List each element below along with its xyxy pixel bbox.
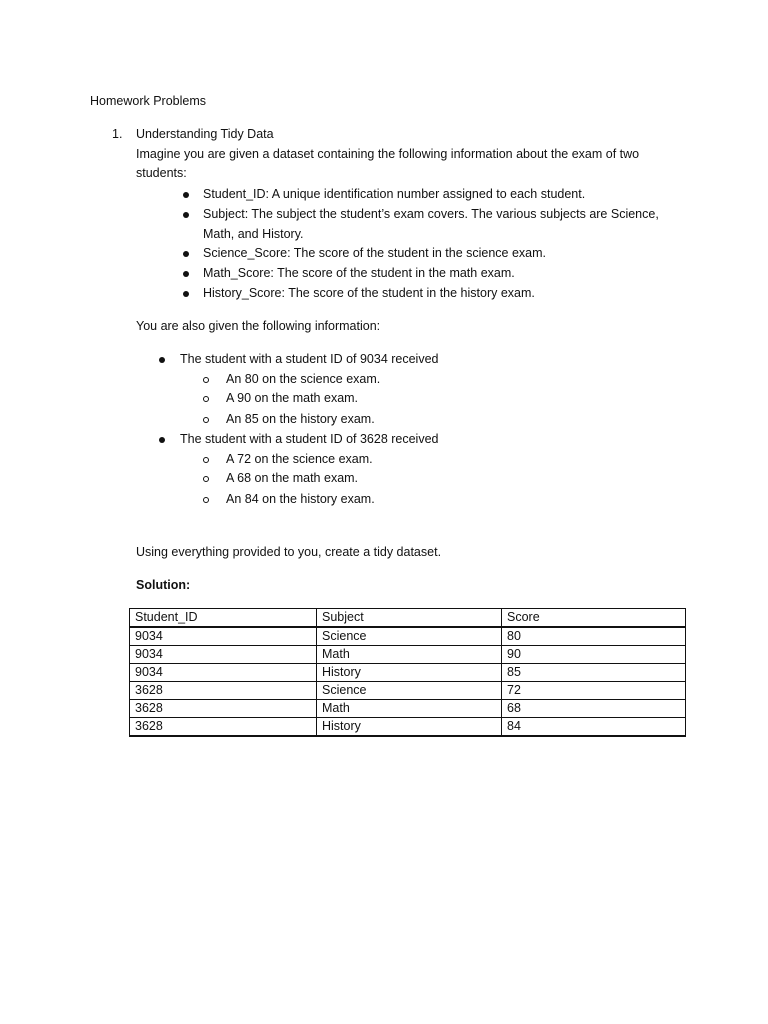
score-item: An 85 on the history exam. — [226, 412, 375, 426]
bullet-icon — [159, 437, 165, 443]
table-row — [130, 664, 686, 682]
table-cell: 3628 — [130, 718, 317, 737]
field-item: Student_ID: A unique identification number assigned to each student. — [203, 187, 586, 201]
field-item: Subject: The subject the student’s exam covers. The various subjects are Science, — [203, 207, 659, 221]
bullet-icon — [183, 291, 189, 297]
table-cell: 85 — [502, 664, 686, 682]
field-item: Math_Score: The score of the student in the math exam. — [203, 266, 515, 280]
table-cell: 9034 — [130, 627, 317, 646]
table-row — [130, 682, 686, 700]
table-row — [130, 700, 686, 718]
table-cell: Math — [317, 646, 502, 664]
tidy-dataset-table — [129, 608, 686, 737]
sub-bullet-icon — [203, 457, 209, 463]
column-header: Student_ID — [130, 609, 317, 628]
sub-bullet-icon — [203, 497, 209, 503]
bullet-icon — [183, 251, 189, 257]
table-cell: Science — [317, 627, 502, 646]
intro-text-line2: students: — [136, 166, 187, 180]
bullet-icon — [159, 357, 165, 363]
table-row — [130, 646, 686, 664]
table-cell: 9034 — [130, 664, 317, 682]
score-item: An 84 on the history exam. — [226, 492, 375, 506]
table-cell: 84 — [502, 718, 686, 737]
bullet-icon — [183, 212, 189, 218]
score-item: A 72 on the science exam. — [226, 452, 373, 466]
student-label: The student with a student ID of 9034 received — [180, 352, 439, 366]
problem-title: Understanding Tidy Data — [136, 127, 274, 141]
bullet-icon — [183, 271, 189, 277]
score-item: A 90 on the math exam. — [226, 391, 359, 405]
field-item: Science_Score: The score of the student in the science exam. — [203, 246, 547, 260]
sub-bullet-icon — [203, 396, 209, 402]
field-item-continued: Math, and History. — [203, 227, 304, 241]
table-header-row — [130, 609, 686, 628]
task-text: Using everything provided to you, create a tidy dataset. — [136, 545, 442, 559]
table-cell: 9034 — [130, 646, 317, 664]
sub-bullet-icon — [203, 417, 209, 423]
table-cell: 90 — [502, 646, 686, 664]
table-row — [130, 718, 686, 737]
table-cell: 3628 — [130, 682, 317, 700]
column-header: Subject — [317, 609, 502, 628]
table-cell: Science — [317, 682, 502, 700]
table-cell: Math — [317, 700, 502, 718]
table-cell: History — [317, 664, 502, 682]
solution-label: Solution: — [136, 578, 191, 592]
column-header: Score — [502, 609, 686, 628]
score-item: An 80 on the science exam. — [226, 372, 381, 386]
student-label: The student with a student ID of 3628 received — [180, 432, 439, 446]
score-item: A 68 on the math exam. — [226, 471, 359, 485]
sub-bullet-icon — [203, 476, 209, 482]
table-cell: 80 — [502, 627, 686, 646]
table-cell: History — [317, 718, 502, 737]
intro-text-line1: Imagine you are given a dataset containing the following information about the exam of two — [136, 147, 640, 161]
page-heading: Homework Problems — [90, 94, 207, 108]
sub-bullet-icon — [203, 377, 209, 383]
problem-number: 1. — [112, 127, 123, 141]
table-cell: 3628 — [130, 700, 317, 718]
field-item: History_Score: The score of the student in the history exam. — [203, 286, 535, 300]
table-cell: 68 — [502, 700, 686, 718]
table-row — [130, 627, 686, 646]
bullet-icon — [183, 192, 189, 198]
also-given-text: You are also given the following information: — [136, 319, 381, 333]
table-cell: 72 — [502, 682, 686, 700]
